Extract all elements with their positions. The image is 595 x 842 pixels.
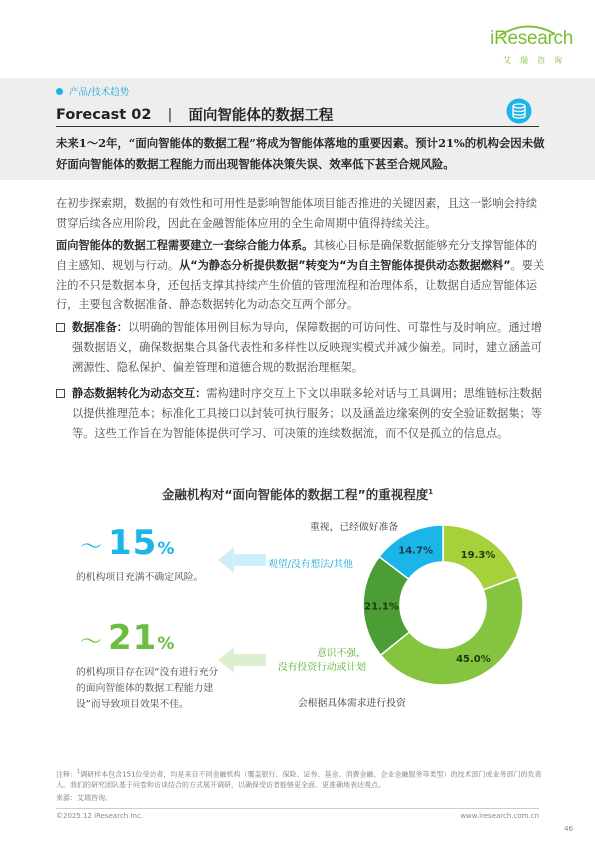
bullet-dot-icon: [56, 88, 63, 95]
annotation-low-awareness-line1: 意识不强，: [317, 648, 366, 659]
stat-value: 21: [108, 618, 158, 658]
paragraph-capability-lead: 面向智能体的数据工程需要建立一套综合能力体系。: [56, 239, 314, 252]
stat-tilde: ～: [80, 535, 103, 560]
chart-title-footnote: 1: [428, 487, 434, 496]
bullet-data-prep: [56, 318, 546, 377]
stat-21-desc: 的机构项目存在因“没有进行充分的面向智能体的数据工程能力建设”而导致项目效果不佳。: [76, 667, 219, 710]
paragraph-intro: 在初步探索期，数据的有效性和可用性是影响智能体项目能否推进的关键因素，且这一影响会持续贯穿后续各应用阶段，因此在金融智能体应用的全生命周期中值得持续关注。: [56, 197, 538, 230]
chart-title-text: 金融机构对“面向智能体的数据工程”的重视程度: [161, 487, 429, 502]
donut-slice-label: 45.0%: [456, 653, 491, 665]
arrow-left-blue-icon: [218, 545, 266, 575]
title-rule: [56, 126, 539, 127]
bullet-static-label: 静态数据转化为动态交互：: [72, 387, 207, 400]
stat-value: 15: [108, 523, 158, 563]
annotation-low-awareness-line2: 没有投资行动或计划: [277, 662, 366, 673]
paragraph-capability-text: 其核心目标是确保数据能够充分支撑智能体的自主感知、规划与行动。: [56, 239, 538, 272]
section-tag: [56, 84, 129, 98]
footnote-text: 调研样本包含151位受访者，均是来自不同金融机构（覆盖银行、保险、证券、基金、消费金融、企业金融服务等类型）的技术部门或业务部门的负责人。我们的研究团队基于问卷和访谈结合的方式展开调研，以确保受访者能够更全面、更准确地表达观点。: [56, 770, 542, 790]
bullet-static-text: 需构建时序交互上下文以串联多轮对话与工具调用；思维链标注数据以提供推理范本；标准化工具接口以封装可执行服务；以及涵盖边缘案例的安全验证数据集；等等。这些工作旨在为智能体提供可学习、可决策的连续数据流，而不仅是孤立的信息点。: [72, 387, 542, 440]
arrow-left-green-icon: [218, 645, 266, 675]
paragraph-capability-shift: 从“为静态分析提供数据”转变为“为自主智能体提供动态数据燃料”: [179, 258, 511, 272]
footnote-marker: 1: [77, 769, 81, 775]
paragraph-capability-text2: 。要关注的不只是数据本身，还包括支撑其持续产生价值的管理流程和治理体系，让数据自适应智能体运行，主要包含数据准备、静态数据转化为动态交互两个部分。: [56, 258, 545, 312]
stat-21-percent: [80, 618, 174, 658]
annotation-low-awareness: [266, 647, 366, 675]
forecast-title-text: 面向智能体的数据工程: [188, 108, 334, 124]
iresearch-logo: [491, 22, 573, 70]
stat-tilde: ～: [80, 630, 103, 655]
page-title: [56, 104, 333, 125]
stat-15-percent: [80, 523, 174, 563]
footnote: [56, 767, 546, 791]
section-tag-label: 产品/技术趋势: [69, 87, 130, 98]
summary-text: 未来1～2年，“面向智能体的数据工程”将成为智能体落地的重要因素。预计21%的机构会因未做好面向智能体的数据工程能力而出现智能体决策失误、效率低下甚至合规风险。: [56, 136, 545, 171]
checkbox-square-icon: [56, 323, 65, 332]
database-icon: [506, 98, 532, 124]
source-note: 来源：艾瑞咨询。: [56, 794, 112, 802]
donut-slice-label: 19.3%: [460, 549, 496, 561]
donut-chart: [358, 520, 528, 690]
title-separator: |: [167, 106, 173, 123]
bullet-data-prep-label: 数据准备：: [72, 321, 128, 334]
stat-15-desc: 的机构项目充满不确定风险。: [76, 572, 204, 583]
website: www.iresearch.com.cn: [460, 812, 539, 820]
bullet-data-prep-text: 以明确的智能体用例目标为导向，保障数据的可访问性、可靠性与及时响应。通过增强数据语义，确保数据集合具备代表性和多样性以反映现实模式并减少偏差。同时，建立涵盖可溯源性、隐私保护、偏差管理和道德合规的数据治理框架。: [72, 321, 542, 374]
annotation-wait-and-see: 观望/没有想法/其他: [268, 559, 353, 570]
forecast-number: Forecast 02: [56, 106, 152, 123]
page-number: 46: [564, 825, 573, 833]
logo-wordmark: iResearch: [490, 28, 573, 49]
bullet-static-to-dynamic: [56, 384, 546, 443]
paragraph-capability: [56, 236, 546, 315]
footer-rule: [56, 808, 539, 809]
annotation-prepared: 重视，已经做好准备: [310, 522, 399, 533]
stat-unit: %: [157, 634, 175, 654]
donut-slice-label: 21.1%: [364, 601, 399, 613]
donut-slice-label: 14.7%: [398, 545, 433, 557]
stat-unit: %: [157, 539, 175, 559]
chart-title: [0, 485, 595, 503]
logo-chinese: 艾瑞咨询: [503, 56, 571, 65]
copyright: ©2025.12 iResearch Inc.: [56, 812, 144, 820]
checkbox-square-icon: [56, 389, 65, 398]
annotation-invest-by-need: 会根据具体需求进行投资: [298, 698, 406, 709]
footnote-label: 注释：: [56, 770, 77, 779]
